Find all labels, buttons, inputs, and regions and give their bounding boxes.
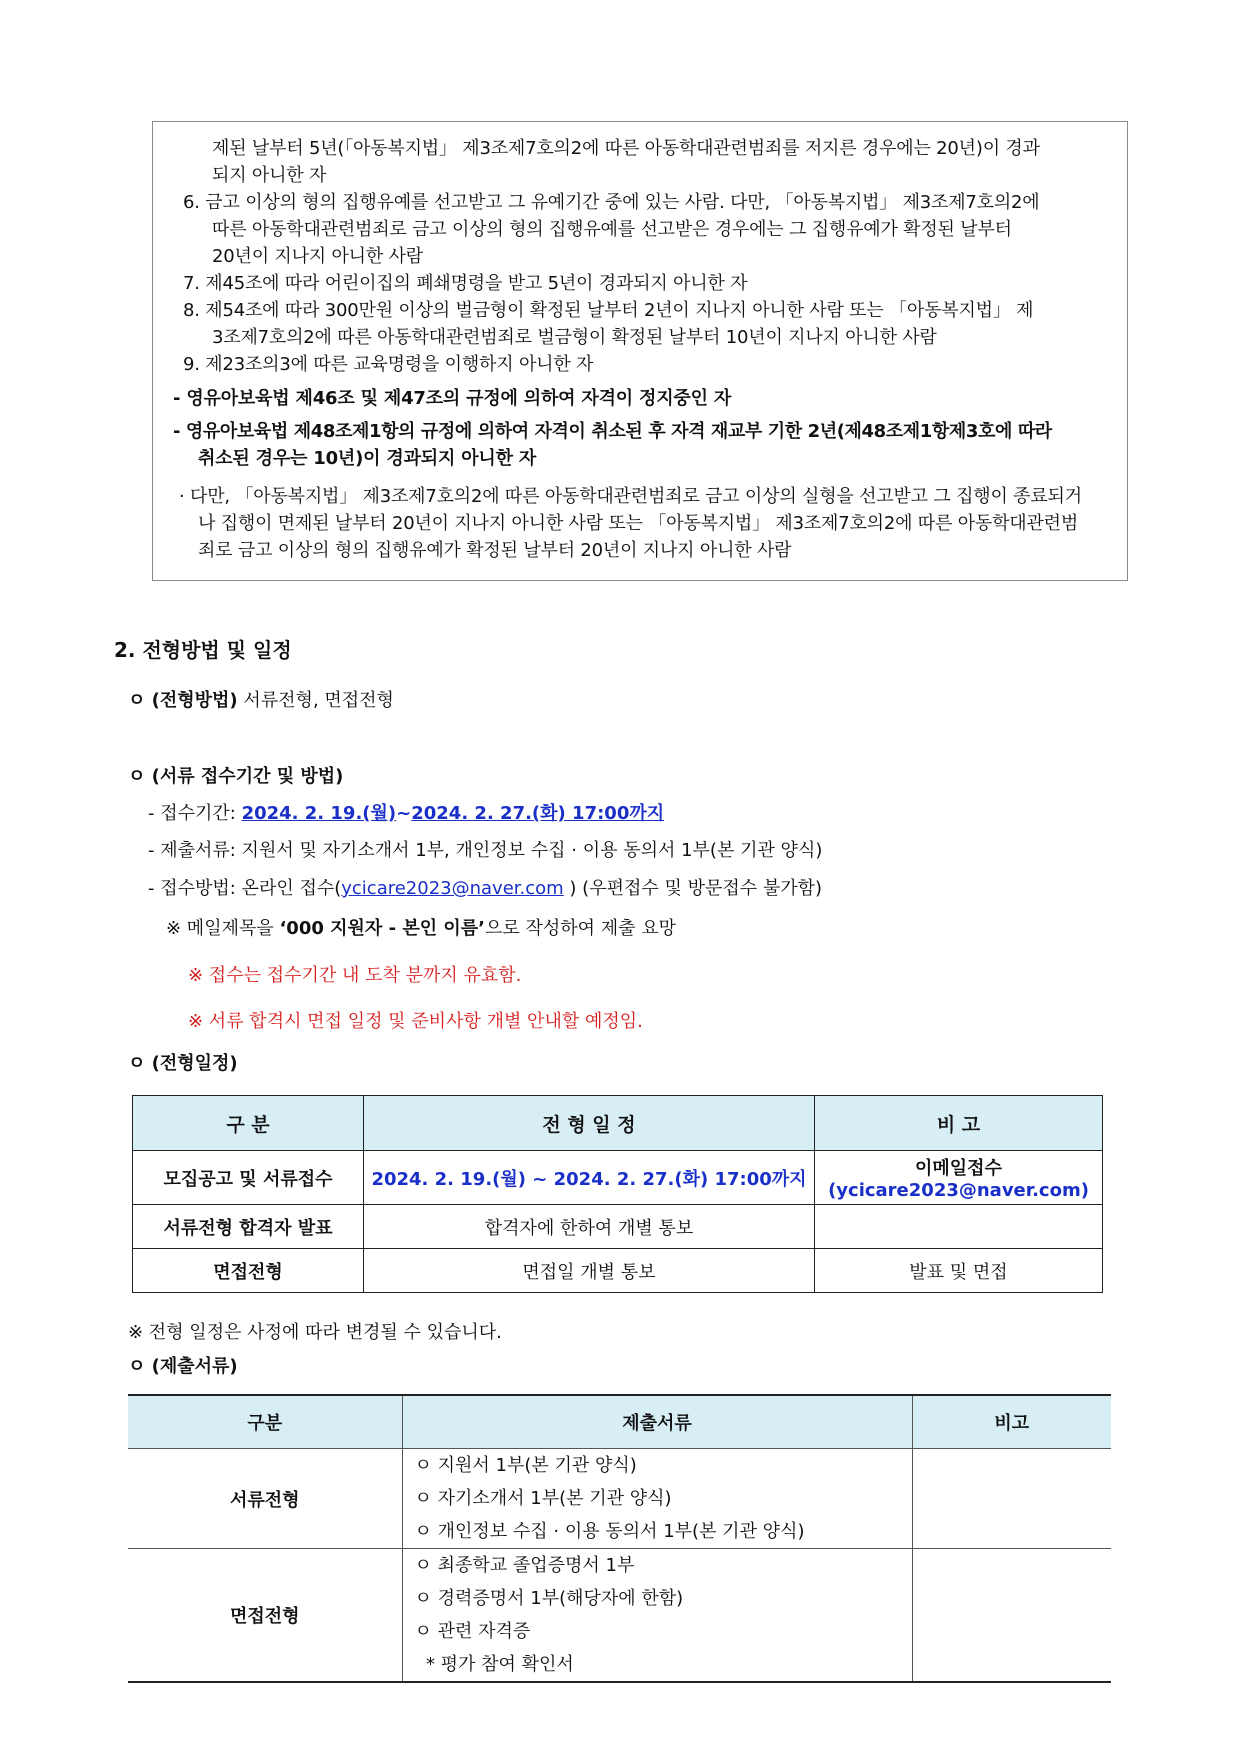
box-line: 따른 아동학대관련범죄로 금고 이상의 형의 집행유예를 선고받은 경우에는 그 집행유예가 확정된 날부터 — [212, 219, 1012, 240]
section-heading: 2. 전형방법 및 일정 — [114, 638, 292, 662]
note-cell — [912, 1449, 1111, 1549]
category-cell: 모집공고 및 서류접수 — [133, 1151, 364, 1205]
note-cell: 발표 및 면접 — [815, 1249, 1103, 1293]
box-note-line: 죄로 금고 이상의 형의 집행유예가 확정된 날부터 20년이 지나지 아니한 사람 — [198, 540, 792, 561]
box-line: 8. 제54조에 따라 300만원 이상의 벌금형이 확정된 날부터 2년이 지나지 아니한 사람 또는 「아동복지법」 제 — [183, 300, 1034, 321]
table-row — [128, 1549, 1111, 1683]
table-row — [133, 1249, 1103, 1293]
document-list — [402, 1549, 912, 1683]
list-item: ㅇ 자기소개서 1부(본 기관 양식) — [414, 1488, 672, 1509]
red-note: ※ 서류 합격시 면접 일정 및 준비사항 개별 안내할 예정임. — [188, 1011, 643, 1032]
red-note: ※ 접수는 접수기간 내 도착 분까지 유효함. — [188, 965, 522, 986]
schedule-label: ㅇ (전형일정) — [128, 1053, 238, 1074]
box-line: 7. 제45조에 따라 어린이집의 폐쇄명령을 받고 5년이 경과되지 아니한 자 — [183, 273, 748, 294]
table-header-row — [133, 1096, 1103, 1151]
header-cell: 구 분 — [133, 1096, 364, 1151]
list-item: ㅇ 관련 자격증 — [414, 1621, 531, 1642]
disqualification-box — [152, 121, 1128, 581]
header-cell: 제출서류 — [402, 1395, 912, 1449]
table-row — [133, 1151, 1103, 1205]
box-line: 9. 제23조의3에 따른 교육명령을 이행하지 아니한 자 — [183, 354, 594, 375]
list-item: ㅇ 개인정보 수집 · 이용 동의서 1부(본 기관 양식) — [414, 1521, 805, 1542]
box-line: 6. 금고 이상의 형의 집행유예를 선고받고 그 유예기간 중에 있는 사람. 다만, 「아동복지법」 제3조제7호의2에 — [183, 192, 1040, 213]
box-line: 되지 아니한 자 — [212, 165, 327, 186]
note-cell — [815, 1205, 1103, 1249]
date-cell: 2024. 2. 19.(월) ~ 2024. 2. 27.(화) 17:00까지 — [364, 1151, 815, 1205]
box-line: 제된 날부터 5년(「아동복지법」 제3조제7호의2에 따른 아동학대관련범죄를 저지른 경우에는 20년)이 경과 — [212, 138, 1040, 159]
list-item: ㅇ 지원서 1부(본 기관 양식) — [414, 1455, 637, 1476]
method-text: 서류전형, 면접전형 — [237, 690, 394, 711]
schedule-table — [132, 1095, 1103, 1293]
period-line: - 접수기간: 2024. 2. 19.(월)~2024. 2. 27.(화) 17:00까지 — [148, 803, 665, 824]
table-header-row — [128, 1395, 1111, 1449]
table-row — [133, 1205, 1103, 1249]
method-line — [128, 686, 394, 712]
period-end: 2024. 2. 27.(화) 17:00까지 — [411, 803, 665, 824]
docs-period-label: ㅇ (서류 접수기간 및 방법) — [128, 766, 344, 787]
category-cell: 면접전형 — [128, 1549, 402, 1683]
submit-docs-line: - 제출서류: 지원서 및 자기소개서 1부, 개인정보 수집 · 이용 동의서 1부(본 기관 양식) — [148, 840, 823, 861]
category-cell: 면접전형 — [133, 1249, 364, 1293]
list-item: ㅇ 경력증명서 1부(해당자에 한함) — [414, 1588, 684, 1609]
box-bold-line: - 영유아보육법 제46조 및 제47조의 규정에 의하여 자격이 정지중인 자 — [173, 388, 732, 409]
date-cell: 면접일 개별 통보 — [364, 1249, 815, 1293]
documents-table — [128, 1394, 1111, 1683]
header-cell: 구분 — [128, 1395, 402, 1449]
box-note-line: · 다만, 「아동복지법」 제3조제7호의2에 따른 아동학대관련범죄로 금고 이상의 실형을 선고받고 그 집행이 종료되거 — [179, 486, 1082, 507]
schedule-footnote: ※ 전형 일정은 사정에 따라 변경될 수 있습니다. — [128, 1322, 502, 1343]
email-link[interactable]: ycicare2023@naver.com — [341, 878, 564, 899]
box-bold-line: - 영유아보육법 제48조제1항의 규정에 의하여 자격이 취소된 후 자격 재교부 기한 2년(제48조제1항제3호에 따라 — [173, 421, 1052, 442]
document-list — [402, 1449, 912, 1549]
header-cell: 비 고 — [815, 1096, 1103, 1151]
method-label: ㅇ (전형방법) — [128, 690, 238, 711]
submit-method-line: - 접수방법: 온라인 접수(ycicare2023@naver.com ) (우편접수 및 방문접수 불가함) — [148, 878, 823, 899]
date-cell: 합격자에 한하여 개별 통보 — [364, 1205, 815, 1249]
category-cell: 서류전형 — [128, 1449, 402, 1549]
list-item: * 평가 참여 확인서 — [414, 1654, 574, 1675]
box-bold-line: 취소된 경우는 10년)이 경과되지 아니한 자 — [198, 448, 537, 469]
header-cell: 비고 — [912, 1395, 1111, 1449]
mail-subject-note: ※ 메일제목을 ‘000 지원자 - 본인 이름’으로 작성하여 제출 요망 — [166, 918, 677, 939]
note-cell: 이메일접수 (ycicare2023@naver.com) — [815, 1151, 1103, 1205]
box-note-line: 나 집행이 면제된 날부터 20년이 지나지 아니한 사람 또는 「아동복지법」 제3조제7호의2에 따른 아동학대관련범 — [198, 513, 1079, 534]
table-row — [128, 1449, 1111, 1549]
box-line: 20년이 지나지 아니한 사람 — [212, 246, 423, 267]
period-start: 2024. 2. 19.(월) — [241, 803, 397, 824]
note-cell — [912, 1549, 1111, 1683]
documents-label: ㅇ (제출서류) — [128, 1356, 238, 1377]
list-item: ㅇ 최종학교 졸업증명서 1부 — [414, 1555, 635, 1576]
box-line: 3조제7호의2에 따른 아동학대관련범죄로 벌금형이 확정된 날부터 10년이 지나지 아니한 사람 — [212, 327, 937, 348]
header-cell: 전 형 일 정 — [364, 1096, 815, 1151]
category-cell: 서류전형 합격자 발표 — [133, 1205, 364, 1249]
